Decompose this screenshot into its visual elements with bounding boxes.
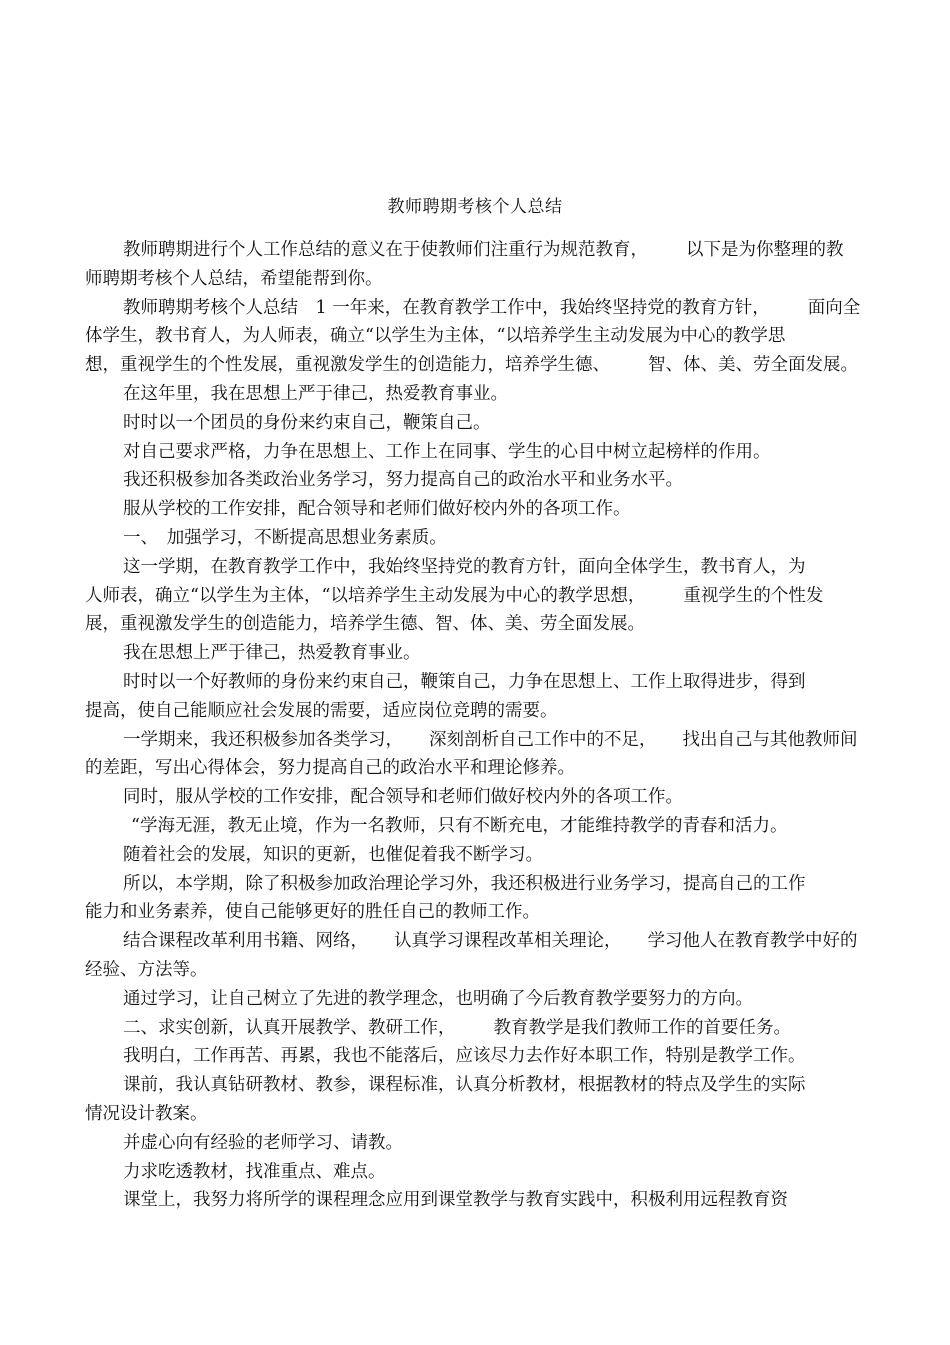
paragraph-line: 教师聘期考核个人总结 1 一年来，在教育教学工作中，我始终坚持党的教育方针， 面向全 bbox=[123, 297, 861, 318]
document-body bbox=[85, 236, 875, 1215]
paragraph-line: 一学期来，我还积极参加各类学习， 深刻剖析自己工作中的不足， 找出自己与其他教师间 bbox=[123, 729, 858, 750]
paragraph-line: 随着社会的发展，知识的更新，也催促着我不断学习。 bbox=[123, 844, 543, 865]
paragraph-line: 课前，我认真钻研教材、教参，课程标准，认真分析教材，根据教材的特点及学生的实际 bbox=[123, 1075, 806, 1096]
paragraph-line: 能力和业务素养，使自己能够更好的胜任自己的教师工作。 bbox=[85, 902, 540, 923]
paragraph-line: 师聘期考核个人总结，希望能帮到你。 bbox=[85, 268, 383, 289]
document-title: 教师聘期考核个人总结 bbox=[387, 197, 563, 217]
paragraph-line: 情况设计教案。 bbox=[85, 1103, 208, 1124]
paragraph-line: 在这年里，我在思想上严于律己，热爱教育事业。 bbox=[123, 383, 508, 404]
paragraph-line: 服从学校的工作安排，配合领导和老师们做好校内外的各项工作。 bbox=[123, 499, 631, 520]
paragraph-line: 所以，本学期，除了积极参加政治理论学习外，我还积极进行业务学习，提高自己的工作 bbox=[123, 873, 806, 894]
paragraph-line: 时时以一个好教师的身份来约束自己，鞭策自己，力争在思想上、工作上取得进步，得到 bbox=[123, 671, 806, 692]
paragraph-line: 人师表，确立“以学生为主体，“以培养学生主动发展为中心的教学思想， 重视学生的个性发 bbox=[85, 585, 824, 606]
paragraph-line: 通过学习，让自己树立了先进的教学理念，也明确了今后教育教学要努力的方向。 bbox=[123, 988, 753, 1009]
section-heading-2: 二、求实创新，认真开展教学、教研工作， 教育教学是我们教师工作的首要任务。 bbox=[123, 1017, 791, 1038]
paragraph-line: 经验、方法等。 bbox=[85, 959, 208, 980]
paragraph-line: 课堂上，我努力将所学的课程理念应用到课堂教学与教育实践中，积极利用远程教育资 bbox=[123, 1190, 788, 1211]
paragraph-line: 我还积极参加各类政治业务学习，努力提高自己的政治水平和业务水平。 bbox=[123, 470, 683, 491]
paragraph-line: 力求吃透教材，找准重点、难点。 bbox=[123, 1161, 386, 1182]
paragraph-line: “学海无涯，教无止境，作为一名教师，只有不断充电，才能维持教学的青春和活力。 bbox=[131, 815, 788, 836]
paragraph-line: 结合课程改革利用书籍、网络， 认真学习课程改革相关理论， 学习他人在教育教学中好的 bbox=[123, 931, 858, 952]
section-heading-1: 一、 加强学习，不断提高思想业务素质。 bbox=[123, 527, 447, 548]
paragraph-line: 时时以一个团员的身份来约束自己，鞭策自己。 bbox=[123, 412, 491, 433]
paragraph-line: 想，重视学生的个性发展，重视激发学生的创造能力，培养学生德、 智、体、美、劳全面发展。 bbox=[85, 355, 858, 376]
paragraph-line: 我明白，工作再苦、再累，我也不能落后，应该尽力去作好本职工作，特别是教学工作。 bbox=[123, 1046, 806, 1067]
paragraph-line: 对自己要求严格，力争在思想上、工作上在同事、学生的心目中树立起榜样的作用。 bbox=[123, 441, 771, 462]
paragraph-line: 这一学期，在教育教学工作中，我始终坚持党的教育方针，面向全体学生，教书育人，为 bbox=[123, 556, 806, 577]
paragraph-line: 我在思想上严于律己，热爱教育事业。 bbox=[123, 643, 421, 664]
paragraph-line: 并虚心向有经验的老师学习、请教。 bbox=[123, 1132, 403, 1153]
paragraph-line: 体学生，教书育人，为人师表，确立“以学生为主体，“以培养学生主动发展为中心的教学思 bbox=[85, 326, 786, 347]
paragraph-line: 提高，使自己能顺应社会发展的需要，适应岗位竞聘的需要。 bbox=[85, 700, 558, 721]
paragraph-line: 的差距，写出心得体会，努力提高自己的政治水平和理论修养。 bbox=[85, 758, 575, 779]
paragraph-line: 教师聘期进行个人工作总结的意义在于使教师们注重行为规范教育， 以下是为你整理的教 bbox=[123, 240, 844, 260]
paragraph-line: 展，重视激发学生的创造能力，培养学生德、智、体、美、劳全面发展。 bbox=[85, 614, 645, 635]
paragraph-line: 同时，服从学校的工作安排，配合领导和老师们做好校内外的各项工作。 bbox=[123, 787, 683, 808]
